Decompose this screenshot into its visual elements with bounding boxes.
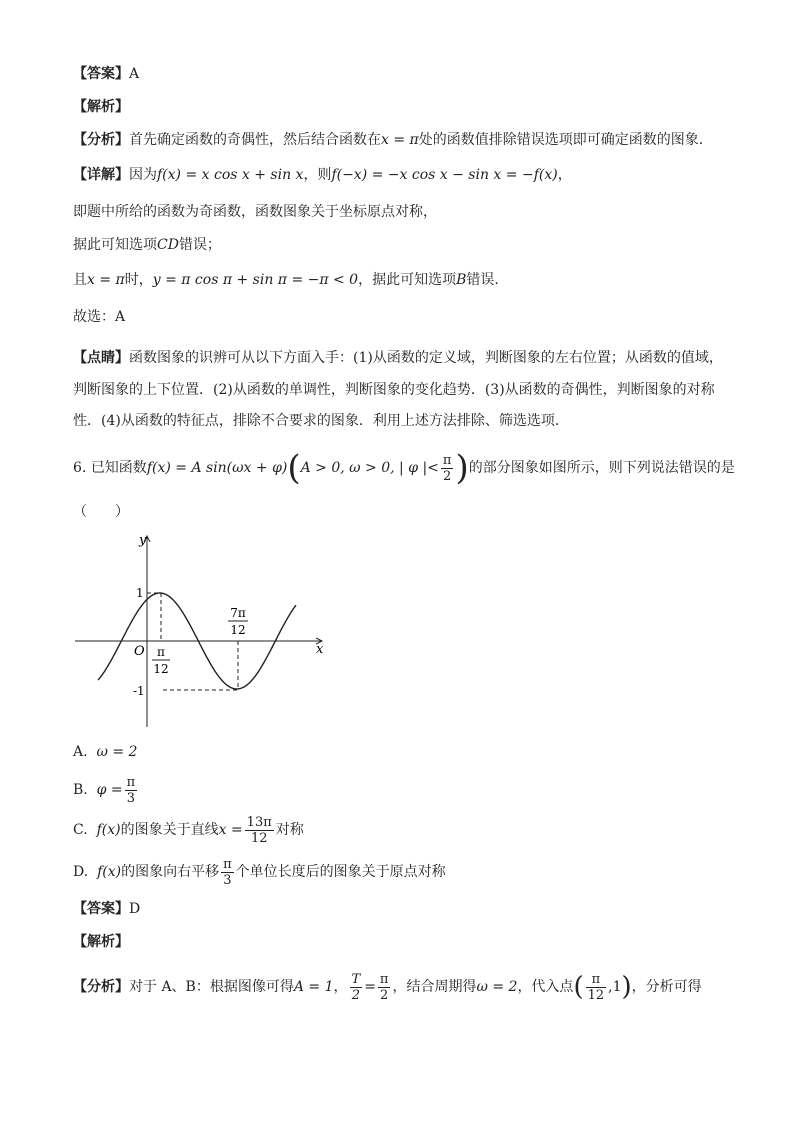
q5-answer-line (73, 64, 139, 84)
y-tick-bottom: -1 (133, 684, 145, 698)
fenxi-math: x = π (381, 132, 419, 148)
q5-odd-line: 即题中所给的函数为奇函数，函数图象关于坐标原点对称， (73, 204, 437, 220)
cd-text: 据此可知选项 (73, 237, 157, 253)
fenxi-label: 【分析】 (73, 979, 129, 995)
option-text: 个单位长度后的图象关于原点对称 (235, 864, 446, 880)
x-axis-label: x (316, 642, 324, 657)
answer-label: 【答案】 (73, 901, 129, 917)
stem-math: f(x) = A sin(ωx + φ) (146, 460, 288, 476)
svg-text:12: 12 (153, 662, 169, 676)
option-math: φ = (96, 782, 123, 798)
q5-b-line (73, 270, 499, 290)
option-label: D. (73, 864, 89, 880)
option-label: B. (73, 782, 88, 798)
answer-label: 【答案】 (73, 66, 129, 82)
option-fraction: $\frac{\pi}{3}$ (126, 774, 136, 806)
option-math: x = (218, 822, 243, 838)
cd-math: CD (157, 237, 179, 253)
option-text: 对称 (275, 822, 304, 838)
option-math: f(x) (97, 864, 122, 880)
q5-dianjing-line3: 性．(4)从函数的特征点，排除不合要求的图象．利用上述方法排除、筛选选项． (73, 413, 569, 429)
option-math: f(x) (96, 822, 121, 838)
question-number: 6. (73, 460, 87, 476)
q5-analysis-label: 【解析】 (73, 99, 129, 115)
fenxi-label: 【分析】 (73, 132, 129, 148)
stem-text: 的部分图象如图所示，则下列说法错误的是 (468, 460, 735, 476)
q5-choose-line: 故选：A (73, 309, 126, 325)
condition-math: A > 0, ω > 0, | φ |< (300, 460, 439, 476)
origin-label: O (134, 644, 145, 659)
detail-math: f(−x) = −x cos x − sin x = −f(x) (331, 167, 558, 183)
b-math: B (456, 272, 467, 288)
option-fraction: $\frac{\pi}{3}$ (223, 856, 232, 888)
option-text: 的图象关于直线 (120, 822, 219, 838)
q6-option-c (73, 812, 304, 848)
x-tick-pi-over-12 (152, 645, 170, 676)
b-text: 时， (124, 272, 153, 288)
q6-option-b (73, 772, 139, 808)
b-math: x = π (87, 272, 125, 288)
condition-fraction: $\frac{\pi}{2}$ (442, 452, 452, 484)
fenxi-text: ，分析可得 (631, 979, 702, 995)
fenxi-text: ，代入点 (517, 979, 574, 995)
detail-math: f(x) = x cos x + sin x (157, 167, 304, 183)
q5-detail-line (73, 165, 572, 185)
left-paren: ( (287, 448, 301, 488)
q5-fenxi-line (73, 130, 703, 150)
cd-text: 错误； (178, 237, 221, 253)
fenxi-math: ω = 2 (476, 979, 518, 995)
x-tick-7pi-over-12 (228, 606, 248, 637)
option-label: C. (73, 822, 88, 838)
fenxi-text: ，结合周期得 (392, 979, 477, 995)
fenxi-fraction: $\frac{T}{2}$ (351, 971, 361, 1003)
q6-answer-line (73, 899, 140, 919)
fenxi-eq: = (364, 979, 376, 995)
answer-value: A (129, 66, 140, 82)
option-text: 的图象向右平移 (121, 864, 220, 880)
dianjing-text: 函数图象的识辨可从以下方面入手：(1)从函数的定义域，判断图象的左右位置；从函数的值域， (129, 350, 723, 366)
q6-analysis-label: 【解析】 (73, 934, 129, 950)
q6-option-d (73, 854, 446, 890)
fenxi-text: 对于 A、B：根据图像可得 (129, 979, 294, 995)
fenxi-fraction: $\frac{\pi}{2}$ (379, 971, 389, 1003)
svg-text:12: 12 (230, 623, 246, 637)
q6-stem-line (73, 449, 735, 487)
b-text: 错误. (466, 272, 499, 288)
fenxi-text: 首先确定函数的奇偶性，然后结合函数在 (129, 132, 381, 148)
y-axis-label: y (139, 533, 147, 548)
q6-blank: （ ） (73, 504, 129, 520)
answer-value: D (129, 901, 141, 917)
b-text: ，据此可知选项 (358, 272, 457, 288)
stem-text: 已知函数 (90, 460, 147, 476)
option-fraction: $\frac{13\pi}{12}$ (246, 814, 272, 846)
svg-text:π: π (157, 645, 165, 659)
fenxi-math: A = 1 (293, 979, 334, 995)
detail-text: ，则 (303, 167, 332, 183)
fenxi-text: ， (333, 979, 348, 995)
option-label: A. (73, 744, 88, 760)
point-fraction: $\frac{\pi}{12}$ (587, 971, 605, 1003)
y-tick-top: 1 (136, 586, 144, 600)
right-paren: ) (621, 972, 632, 1002)
svg-text:7π: 7π (230, 606, 246, 620)
detail-label: 【详解】 (73, 167, 129, 183)
fenxi-text: 处的函数值排除错误选项即可确定函数的图象. (418, 132, 704, 148)
b-math: y = π cos π + sin π = −π < 0 (152, 272, 359, 288)
left-paren: ( (573, 972, 584, 1002)
option-math: ω = 2 (96, 744, 138, 760)
right-paren: ) (455, 448, 469, 488)
q5-cd-line (73, 235, 221, 255)
dianjing-label: 【点睛】 (73, 350, 129, 366)
q6-option-a (73, 742, 137, 762)
sine-graph (70, 530, 330, 730)
q5-dianjing-line1 (73, 348, 723, 368)
b-text: 且 (73, 272, 87, 288)
q6-fenxi-line (73, 968, 702, 1006)
q5-dianjing-line2: 判断图象的上下位置．(2)从函数的单调性，判断图象的变化趋势．(3)从函数的奇偶性，判断图象的对称 (73, 382, 715, 398)
point-rest: ,1 (608, 979, 622, 995)
detail-text: ， (557, 167, 572, 183)
detail-text: 因为 (129, 167, 157, 183)
